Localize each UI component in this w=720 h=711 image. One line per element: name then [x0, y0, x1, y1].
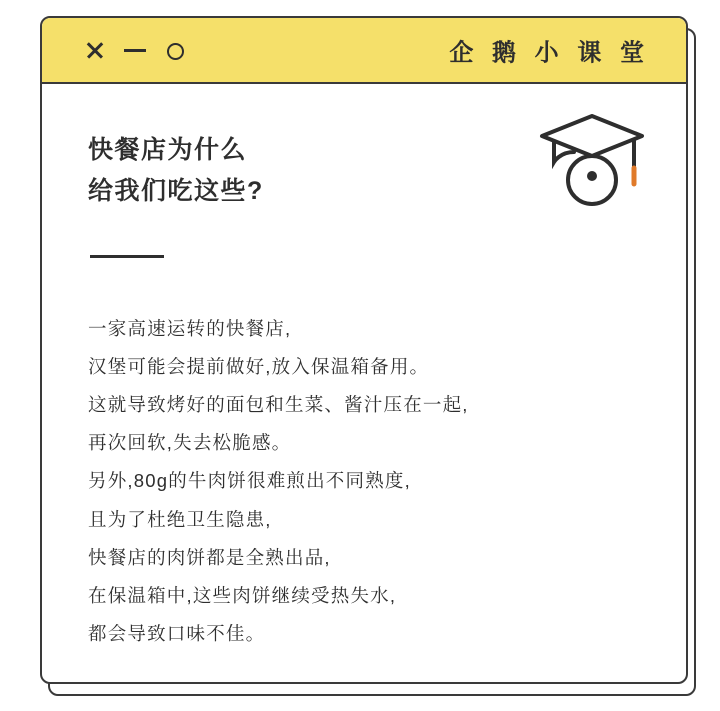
body-line: 在保温箱中,这些肉饼继续受热失水, [88, 584, 397, 606]
body-line: 快餐店的肉饼都是全熟出品, [88, 546, 331, 568]
body-line: 再次回软,失去松脆感。 [88, 432, 292, 454]
body-line: 另外,80g的牛肉饼很难煎出不同熟度, [88, 470, 411, 492]
window-controls [84, 39, 186, 61]
card-content [42, 84, 686, 682]
minimize-icon[interactable] [124, 39, 146, 61]
close-icon[interactable] [84, 39, 106, 61]
graduation-cap-icon [534, 106, 650, 210]
divider [90, 255, 164, 258]
maximize-icon[interactable] [164, 39, 186, 61]
body-line: 这就导致烤好的面包和生菜、酱汁压在一起, [88, 394, 469, 416]
body-line: 且为了杜绝卫生隐患, [88, 508, 272, 530]
article-card [40, 16, 688, 684]
page-title [88, 130, 508, 211]
article-body [88, 310, 640, 653]
headline-line-2: 给我们吃这些? [88, 176, 264, 205]
body-line: 都会导致口味不佳。 [88, 622, 266, 644]
window-title: 企 鹅 小 课 堂 [449, 39, 650, 67]
headline-line-1: 快餐店为什么 [88, 136, 248, 164]
body-line: 一家高速运转的快餐店, [88, 318, 292, 339]
body-line: 汉堡可能会提前做好,放入保温箱备用。 [88, 356, 430, 378]
window-titlebar [42, 18, 686, 84]
